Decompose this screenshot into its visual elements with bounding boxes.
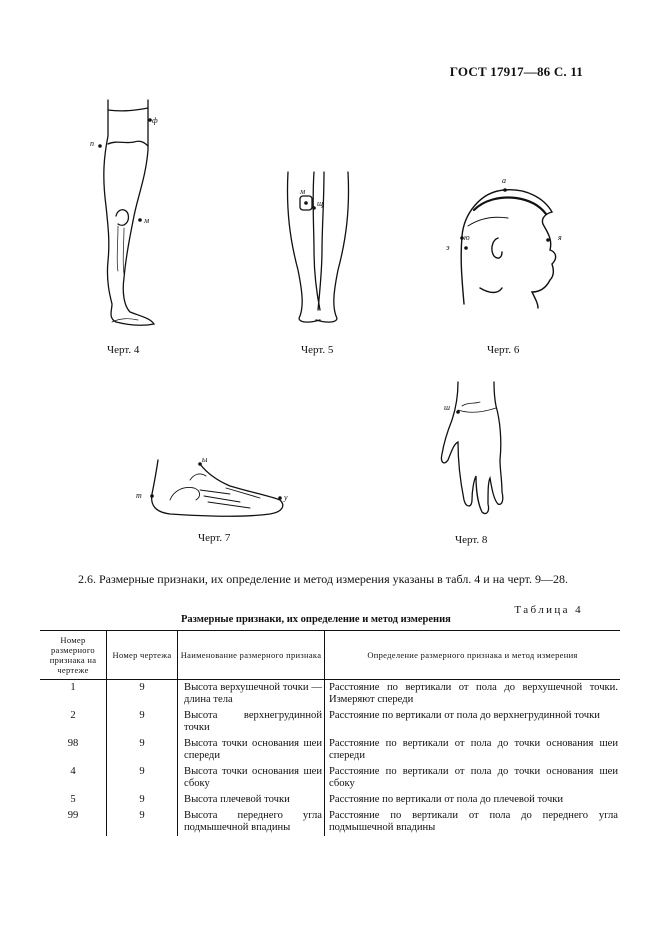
cell-drawing: 9 [107, 792, 178, 808]
cell-definition: Расстояние по вертикали от пола до точки основания шеи сбоку [325, 764, 621, 792]
point-label: щ [317, 199, 324, 208]
cell-name: Высота верхушечной точки — длина тела [178, 680, 325, 709]
point-label: м [144, 216, 150, 225]
point-label: м [300, 187, 306, 196]
cell-number: 2 [70, 710, 76, 721]
cell-number: 98 [67, 738, 79, 749]
point-label: у [284, 493, 288, 502]
column-header: Номер чертежа [107, 631, 178, 680]
table-row [40, 792, 620, 808]
figure-6-caption: Черт. 6 [487, 344, 520, 356]
leg-side-drawing [82, 96, 172, 336]
table-header-row [40, 631, 620, 680]
cell-drawing: 9 [107, 708, 178, 736]
cell-number: 99 [67, 810, 79, 821]
hand-drawing [440, 380, 520, 520]
point-label: а [502, 176, 506, 185]
cell-number: 5 [70, 794, 76, 805]
column-header: Определение размерного признака и метод измерения [325, 631, 621, 680]
cell-definition: Расстояние по вертикали от пола до плечевой точки [325, 792, 621, 808]
figure-8-caption: Черт. 8 [455, 534, 488, 546]
column-header: Номер размерного признака на чертеже [40, 631, 107, 680]
cell-definition: Расстояние по вертикали от пола до точки основания шеи спереди [325, 736, 621, 764]
table-row [40, 708, 620, 736]
cell-drawing: 9 [107, 764, 178, 792]
table-number: Таблица 4 [514, 604, 583, 616]
cell-definition: Расстояние по вертикали от пола до верхнегрудинной точки [325, 708, 621, 736]
cell-number: 1 [70, 682, 76, 693]
point-label: э [446, 243, 450, 252]
point-label: т [136, 491, 142, 500]
cell-drawing: 9 [107, 736, 178, 764]
point-label: ш [444, 403, 451, 412]
cell-drawing: 9 [107, 808, 178, 836]
table-row [40, 764, 620, 792]
figure-5-legs-front [280, 170, 360, 335]
foot-drawing [130, 450, 300, 530]
cell-drawing: 9 [107, 680, 178, 709]
measurements-table [40, 630, 620, 836]
table-row [40, 680, 620, 709]
cell-name: Высота плечевой точки [178, 792, 325, 808]
cell-number: 4 [70, 766, 76, 777]
paragraph-2-6: 2.6. Размерные признаки, их определение и метод измерения указаны в табл. 4 и на черт. 9—28. [78, 572, 569, 586]
cell-name: Высота точки основания шеи спереди [178, 736, 325, 764]
point-label: ю [464, 233, 470, 242]
legs-front-drawing [280, 170, 360, 330]
cell-definition: Расстояние по вертикали от пола до верхушечной точки. Измеряют спереди [325, 680, 621, 709]
figure-5-caption: Черт. 5 [301, 344, 334, 356]
point-label: ы [202, 455, 208, 464]
column-header: Наименование размерного признака [178, 631, 325, 680]
cell-name: Высота верхнегрудинной точки [178, 708, 325, 736]
figure-7-caption: Черт. 7 [198, 532, 231, 544]
figure-4-caption: Черт. 4 [107, 344, 140, 356]
cell-definition: Расстояние по вертикали от пола до переднего угла подмышечной впадины [325, 808, 621, 836]
cell-name: Высота точки основания шеи сбоку [178, 764, 325, 792]
figure-6-head-profile [440, 170, 570, 315]
figure-8-hand [440, 380, 520, 525]
table-title: Размерные признаки, их определение и метод измерения [181, 614, 451, 625]
figure-7-foot [130, 450, 300, 535]
point-label: я [558, 233, 562, 242]
table-row [40, 808, 620, 836]
table-row [40, 736, 620, 764]
point-label: ф [152, 116, 158, 125]
figure-4-leg-side [82, 96, 172, 341]
point-label: п [90, 139, 94, 148]
cell-name: Высота переднего угла подмышечной впадины [178, 808, 325, 836]
head-profile-drawing [440, 170, 570, 310]
page-header: ГОСТ 17917—86 С. 11 [449, 64, 583, 79]
